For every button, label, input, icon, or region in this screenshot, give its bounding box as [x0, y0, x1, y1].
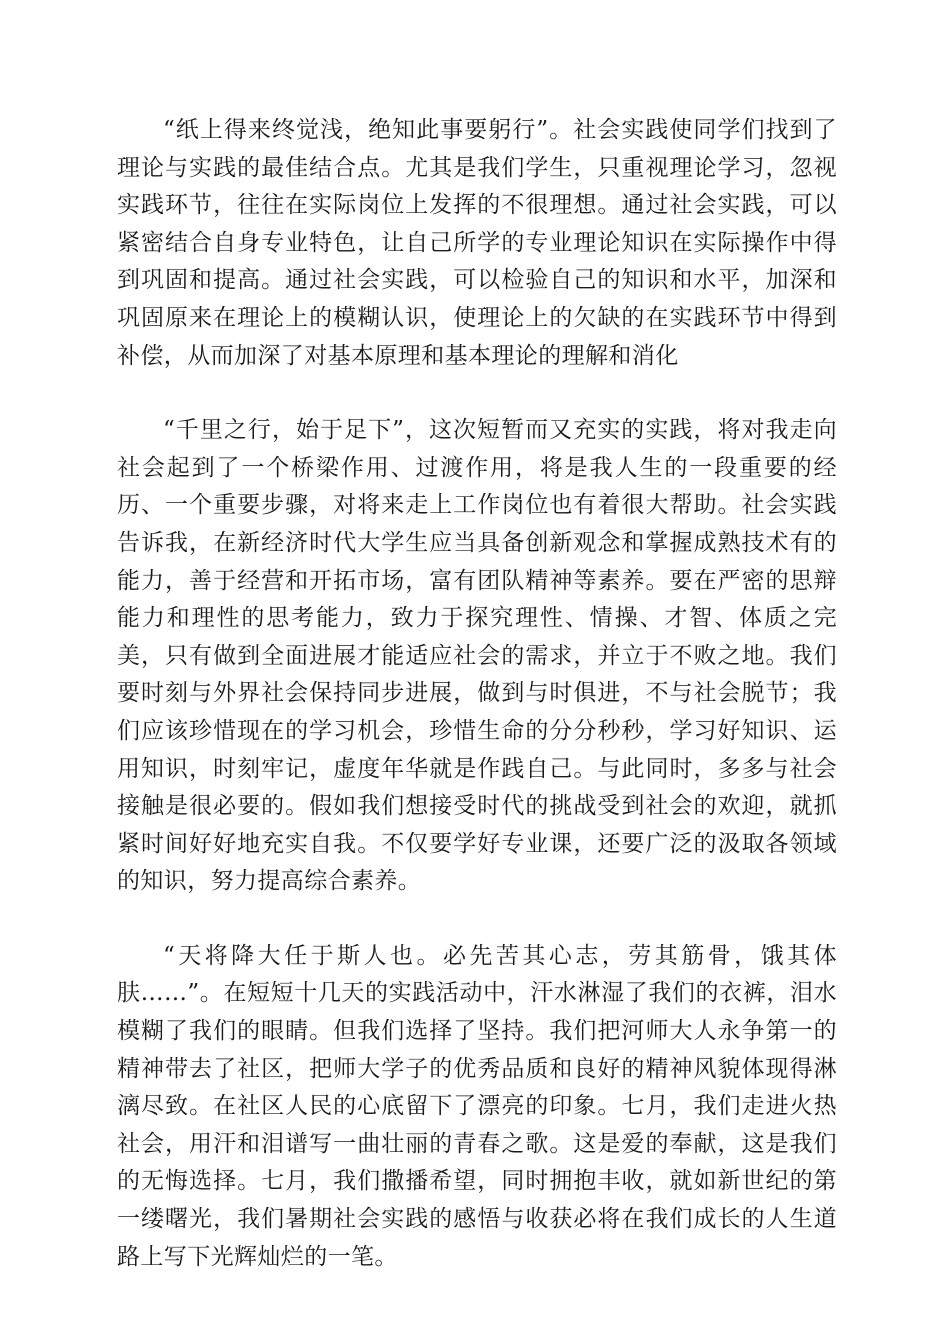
- paragraph-1: “纸上得来终觉浅，绝知此事要躬行”。社会实践使同学们找到了理论与实践的最佳结合点。尤其是我们学生，只重视理论学习，忽视实践环节，往往在实际岗位上发挥的不很理想。通过社会实践，可以紧密结合自身专业特色，让自己所学的专业理论知识在实际操作中得到巩固和提高。通过社会实践，可以检验自己的知识和水平，加深和巩固原来在理论上的模糊认识，使理论上的欠缺的在实践环节中得到补偿，从而加深了对基本原理和基本理论的理解和消化: [117, 117, 837, 369]
- paragraph-3: “天将降大任于斯人也。必先苦其心志，劳其筋骨，饿其体肤……”。在短短十几天的实践活动中，汗水淋湿了我们的衣裤，泪水模糊了我们的眼睛。但我们选择了坚持。我们把河师大人永争第一的精神带去了社区，把师大学子的优秀品质和良好的精神风貌体现得淋漓尽致。在社区人民的心底留下了漂亮的印象。七月，我们走进火热社会，用汗和泪谱写一曲壮丽的青春之歌。这是爱的奉献，这是我们的无悔选择。七月，我们撒播希望，同时拥抱丰收，就如新世纪的第一缕曙光，我们暑期社会实践的感悟与收获必将在我们成长的人生道路上写下光辉灿烂的一笔。: [117, 942, 837, 1270]
- document-body: [117, 112, 837, 1276]
- paragraph-2: “千里之行，始于足下”，这次短暂而又充实的实践，将对我走向社会起到了一个桥梁作用、过渡作用，将是我人生的一段重要的经历、一个重要步骤，对将来走上工作岗位也有着很大帮助。社会实践告诉我，在新经济时代大学生应当具备创新观念和掌握成熟技术有的能力，善于经营和开拓市场，富有团队精神等素养。要在严密的思辩能力和理性的思考能力，致力于探究理性、情操、才智、体质之完美，只有做到全面进展才能适应社会的需求，并立于不败之地。我们要时刻与外界社会保持同步进展，做到与时俱进，不与社会脱节；我们应该珍惜现在的学习机会，珍惜生命的分分秒秒，学习好知识、运用知识，时刻牢记，虚度年华就是作践自己。与此同时，多多与社会接触是很必要的。假如我们想接受时代的挑战受到社会的欢迎，就抓紧时间好好地充实自我。不仅要学好专业课，还要广泛的汲取各领域的知识，努力提高综合素养。: [117, 417, 837, 895]
